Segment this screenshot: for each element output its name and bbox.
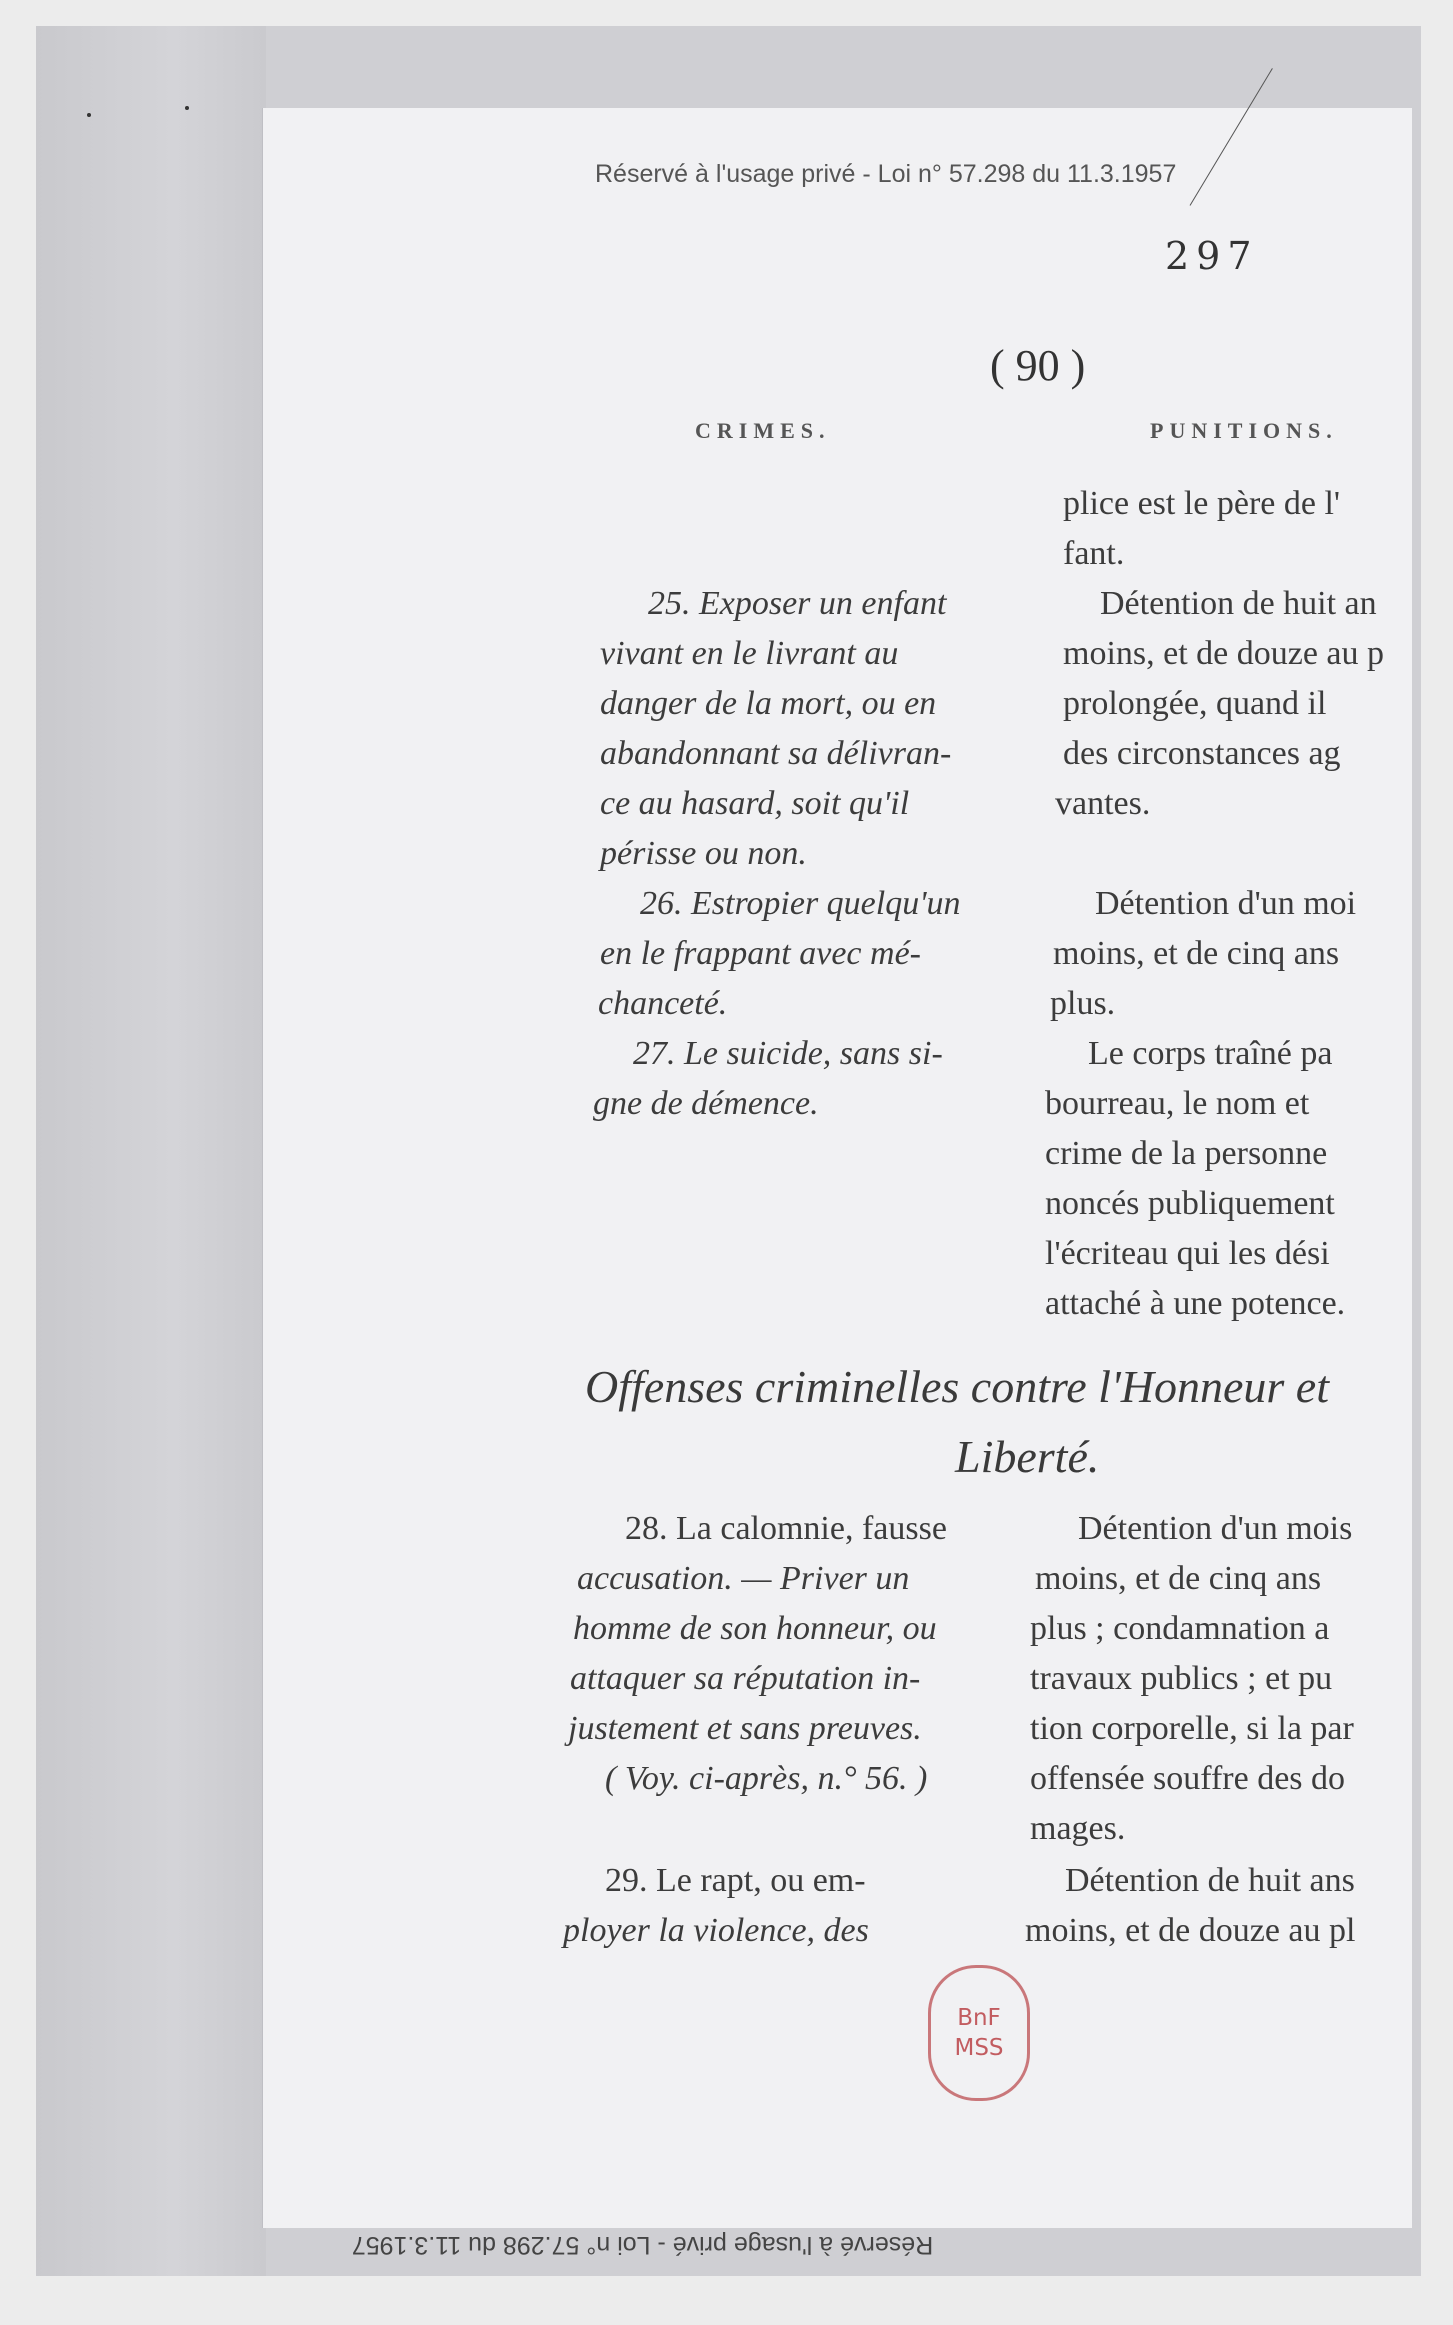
text-line: Détention d'un moi [1095, 885, 1357, 922]
stamp-line-1: BnF [957, 2005, 1001, 2031]
text-line: abandonnant sa délivran- [600, 735, 952, 772]
text-line: périsse ou non. [600, 835, 807, 872]
text-line: danger de la mort, ou en [600, 685, 937, 722]
folio-number: 297 [1165, 234, 1259, 278]
speck [87, 113, 91, 117]
text-line: Détention de huit an [1100, 585, 1377, 622]
text-line: moins, et de cinq ans [1035, 1560, 1322, 1597]
text-line: ployer la violence, des [563, 1912, 869, 1949]
text-line: travaux publics ; et pu [1030, 1660, 1333, 1697]
text-line: Détention d'un mois [1078, 1510, 1353, 1547]
text-line: tion corporelle, si la par [1030, 1710, 1354, 1747]
section-title: Offenses criminelles contre l'Honneur et [585, 1361, 1329, 1412]
text-line: vivant en le livrant au [600, 635, 899, 672]
text-line: plus. [1050, 985, 1116, 1022]
text-line: vantes. [1055, 785, 1151, 822]
text-line: bourreau, le nom et [1045, 1085, 1310, 1122]
text-line: l'écriteau qui les dési [1045, 1235, 1330, 1272]
watermark-bottom-inverted: Réservé à l'usage privé - Loi n° 57.298 du 11.3.1957 [351, 2231, 934, 2259]
text-line: 29. Le rapt, ou em- [605, 1862, 866, 1899]
text-line: en le frappant avec mé- [600, 935, 921, 972]
text-line: ce au hasard, soit qu'il [600, 785, 910, 822]
text-line: moins, et de douze au p [1063, 635, 1385, 672]
text-line: Le corps traîné pa [1088, 1035, 1333, 1072]
text-line: 25. Exposer un enfant [648, 585, 947, 622]
text-line: offensée souffre des do [1030, 1760, 1346, 1797]
text-line: 26. Estropier quelqu'un [640, 885, 961, 922]
text-line: accusation. — Priver un [577, 1560, 910, 1597]
text-line: des circonstances ag [1063, 735, 1341, 772]
text-line: Détention de huit ans [1065, 1862, 1355, 1899]
text-line: plus ; condamnation a [1030, 1610, 1330, 1647]
text-line: prolongée, quand il [1063, 685, 1327, 722]
text-line: gne de démence. [593, 1085, 819, 1122]
text-line: mages. [1030, 1810, 1126, 1847]
watermark-top: Réservé à l'usage privé - Loi n° 57.298 du 11.3.1957 [595, 160, 1177, 188]
text-line: chanceté. [598, 985, 728, 1022]
page-number: ( 90 ) [990, 341, 1086, 390]
text-line: fant. [1063, 535, 1125, 572]
column-header-crimes: CRIMES. [695, 418, 831, 443]
left-margin-band [36, 26, 266, 2276]
speck [185, 106, 189, 110]
text-line: moins, et de cinq ans [1053, 935, 1340, 972]
column-header-punitions: PUNITIONS. [1150, 418, 1338, 443]
text-line: ( Voy. ci-après, n.° 56. ) [605, 1760, 928, 1797]
text-line: noncés publiquement [1045, 1185, 1335, 1222]
section-title-continued: Liberté. [955, 1431, 1100, 1482]
text-line: attaché à une potence. [1045, 1285, 1346, 1322]
text-line: plice est le père de l' [1063, 485, 1341, 522]
text-line: moins, et de douze au pl [1025, 1912, 1356, 1949]
text-line: homme de son honneur, ou [573, 1610, 937, 1647]
stamp-line-2: MSS [954, 2035, 1004, 2061]
bnf-mss-stamp [928, 1965, 1030, 2101]
text-line: justement et sans preuves. [568, 1710, 922, 1747]
text-line: 28. La calomnie, fausse [625, 1510, 947, 1547]
text-line: attaquer sa réputation in- [570, 1660, 921, 1697]
text-line: crime de la personne [1045, 1135, 1328, 1172]
text-line: 27. Le suicide, sans si- [633, 1035, 943, 1072]
